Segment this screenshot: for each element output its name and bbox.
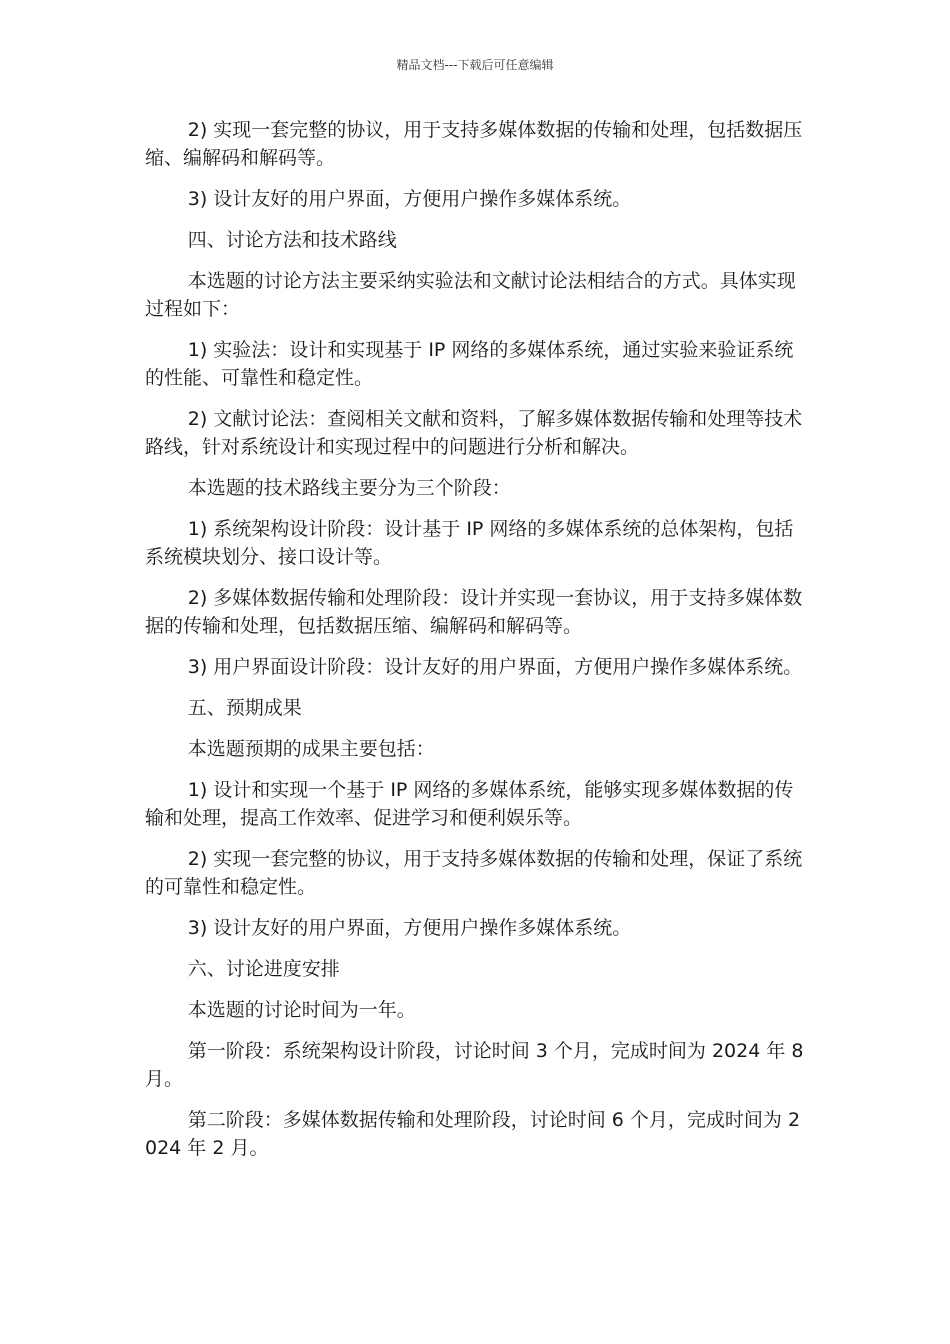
tech-route-stage-1: 1) 系统架构设计阶段：设计基于 IP 网络的多媒体系统的总体架构，包括系统模块划分、接口设计等。: [145, 518, 794, 568]
goal-item-2: 2) 实现一套完整的协议，用于支持多媒体数据的传输和处理，包括数据压缩、编解码和解码等。: [145, 119, 803, 169]
outcome-item-1: 1) 设计和实现一个基于 IP 网络的多媒体系统，能够实现多媒体数据的传输和处理，提高工作效率、促进学习和便利娱乐等。: [145, 779, 794, 829]
schedule-stage-2: 第二阶段：多媒体数据传输和处理阶段，讨论时间 6 个月，完成时间为 2024 年 2 月。: [145, 1109, 801, 1159]
schedule-stage-1: 第一阶段：系统架构设计阶段，讨论时间 3 个月，完成时间为 2024 年 8 月。: [145, 1040, 804, 1090]
section-heading-schedule: 六、讨论进度安排: [187, 958, 340, 980]
methods-intro: 本选题的讨论方法主要采纳实验法和文献讨论法相结合的方式。具体实现过程如下：: [145, 270, 796, 320]
outcome-item-2: 2) 实现一套完整的协议，用于支持多媒体数据的传输和处理，保证了系统的可靠性和稳定性。: [145, 848, 803, 898]
method-item-experiment: 1) 实验法：设计和实现基于 IP 网络的多媒体系统，通过实验来验证系统的性能、可靠性和稳定性。: [145, 339, 794, 389]
document-body: [145, 116, 810, 1175]
goal-item-3: 3) 设计友好的用户界面，方便用户操作多媒体系统。: [187, 188, 632, 210]
schedule-intro: 本选题的讨论时间为一年。: [187, 999, 416, 1021]
page-header: 精品文档---下载后可任意编辑: [396, 58, 554, 72]
tech-route-intro: 本选题的技术路线主要分为三个阶段：: [187, 477, 511, 499]
outcomes-intro: 本选题预期的成果主要包括：: [187, 738, 435, 760]
section-heading-outcomes: 五、预期成果: [187, 697, 302, 719]
tech-route-stage-2: 2) 多媒体数据传输和处理阶段：设计并实现一套协议，用于支持多媒体数据的传输和处理，包括数据压缩、编解码和解码等。: [145, 587, 803, 637]
outcome-item-3: 3) 设计友好的用户界面，方便用户操作多媒体系统。: [187, 917, 632, 939]
method-item-literature: 2) 文献讨论法：查阅相关文献和资料，了解多媒体数据传输和处理等技术路线，针对系统设计和实现过程中的问题进行分析和解决。: [145, 408, 803, 458]
tech-route-stage-3: 3) 用户界面设计阶段：设计友好的用户界面，方便用户操作多媒体系统。: [187, 656, 803, 678]
section-heading-methods: 四、讨论方法和技术路线: [187, 229, 397, 251]
